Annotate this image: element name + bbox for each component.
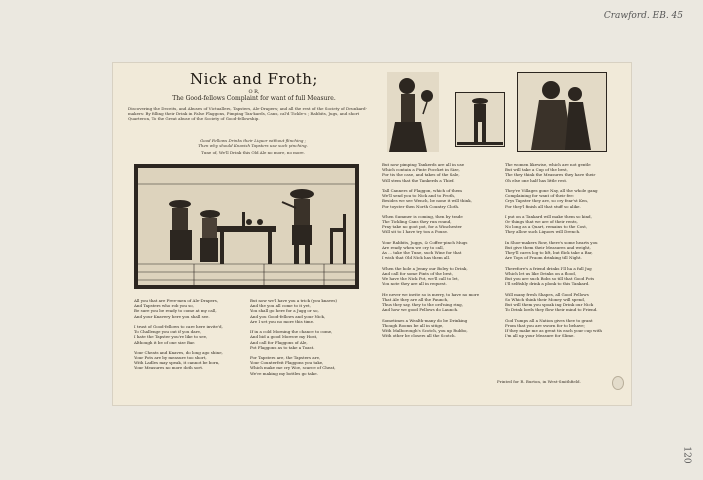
verse-column-3: But now pimping Tankerds are all in use Which contain a Pinte Poccket in Size, For tis the case, and takes of the Sale, Will stem that the Tankerds a Thief. Tall Canners of Flaggon, which of them We'll send you to Nick and to Froth, Besides we see Wench, be none it will think, For toyster then North Country Cloth. When Summer is coming, then by trade The Tickling Cans they run round, Pray take no goot pot, for a Winchester Will sit to I have try ton a Pouse. Your Rabbits, Juggs, & Coffee-pinch Mugs Are ready when we cry to call, As ... take the Tune, such Wine for that I wish that Old Nick has them all. When the hole a Jenny our Boley to Drink, And call for some Pints of the best, We have the Nick Pot, we'll call to let, You note they are all in request. He never we invite so is merry, to have no more That Ale they are all the Paunch, Thus they say, they to the ord'ning ring, And how we good Fellows do Launch. Sometimes a Wealth-many do be Drinking Though Rooms be all in sitige, With Malborough's Scotch, you up Rubbo, With other be closers all the Scotch. (382, 162, 480, 339)
verse-column-4: The women likewise, which are not gentle But will take a Cup of the best, The they think the Measures they have their Oh else one half has little rest. They're Villages gone Nay, all the whole gang Complaining for want of their fee: Crys Tapster they are, so cry fear'st Ken, For they'l finish all that stuff so alike. I put on a Tankard will make them so kind, Or things that we are of their rents, No long as a Quart, remains to the Cost, They allow such Liquors will Drench. In Shoe-makers Row, there's some hearts you But give them their Measures and weight, They'll cares log to lift, but flick take a Bar, Are Tops of Fraom drinking till Night. Therefore's a friend drinks I'll ha a full Jug Which let us like Drinks on a flood, But you are such Bobs so till that Good Pots I'll selfishly drink a plonk to this Tankard. Will many fresh Shapes, all Good Fellows So Which think their Money will spend, But will them you spoak ing Drink our Nick To Drink lords they flow their mind to Friend. God Tumps all a Nation gives thee to grant From that you are sworn for to behave; If they make me as great tis each your cup with I'm all up your Measure for Slime. (505, 162, 602, 339)
pencil-annotation-number: 120 (681, 446, 692, 464)
library-stamp (612, 376, 624, 390)
ballad-or: O R, (248, 89, 260, 95)
verse-column-2: But now we'l have you a trick (you knaves) And the you all come to it yet, You shall go here for a Jugg or so, And you Good-fellows and your Nick, Are I set you no more this time. If in a cold Morning the chance to come, And bid a good Morrow my Host, And call for Flaggons of Ale, Pot Flaggons as to take a Toast. For Tapsters are, the Tapsters are, Your Counterfeit Flaggons you take, Which make me cry Woe, scarce of Cheat, We're making my bottles go take. (250, 298, 337, 376)
ballad-subtitle: The Good-fellows Complaint for want of full Measure. (172, 95, 336, 102)
woodcut-small-man (455, 92, 505, 147)
printer-imprint: Printed for R. Burton, in West-Smithfield. (497, 379, 581, 384)
woodcut-couple (517, 72, 607, 152)
verse-line-1: Good Fellows Drinks their Liquor without flinching ; (199, 138, 306, 143)
woodcut-gentleman-with-fan (387, 72, 439, 152)
verse-column-1: All you that are Free-men of Ale-Drapers, And Tapsters who rob you so, Be sure you be ready to come at my call, And your Knavery here you shall see. I trust of Good-fellows to care here invite'd, To Challenge you out if you dare, I hate the Tapster you're like to see, Although it be of one size Bar. Your Cheats and Knaves, do long ago shine, Your Pots are by measure too short, With Ladles may speak, it cannot be born, Your Measures no more doth sort. (134, 298, 223, 371)
ballad-title: Nick and Froth; (189, 70, 318, 88)
ballad-description: Discovering the Deceits, and Abuses of Victuallers, Tapsters, Ale-Drapers; and all the rest of the Society of Drunkard-makers: By filling their Drink in False Flaggons, Pimping Tan-kards, Cans, cal'd Tickle-s ; Rabbits, Jugs, and short Quarteron, To the Great abuse of the Society of Good-fellowship. (128, 106, 367, 121)
pencil-annotation-shelfmark: Crawford. EB. 45 (603, 11, 683, 21)
ballad-verse (158, 138, 348, 148)
verse-line-2: Then why should Knavish Tapsters use such pinching. (198, 143, 308, 148)
ballad-tune: Tune of, We'll Drink this Old Ale no more, no more. (201, 150, 305, 155)
tavern-woodcut (134, 164, 359, 289)
broadside-sheet (112, 62, 632, 406)
